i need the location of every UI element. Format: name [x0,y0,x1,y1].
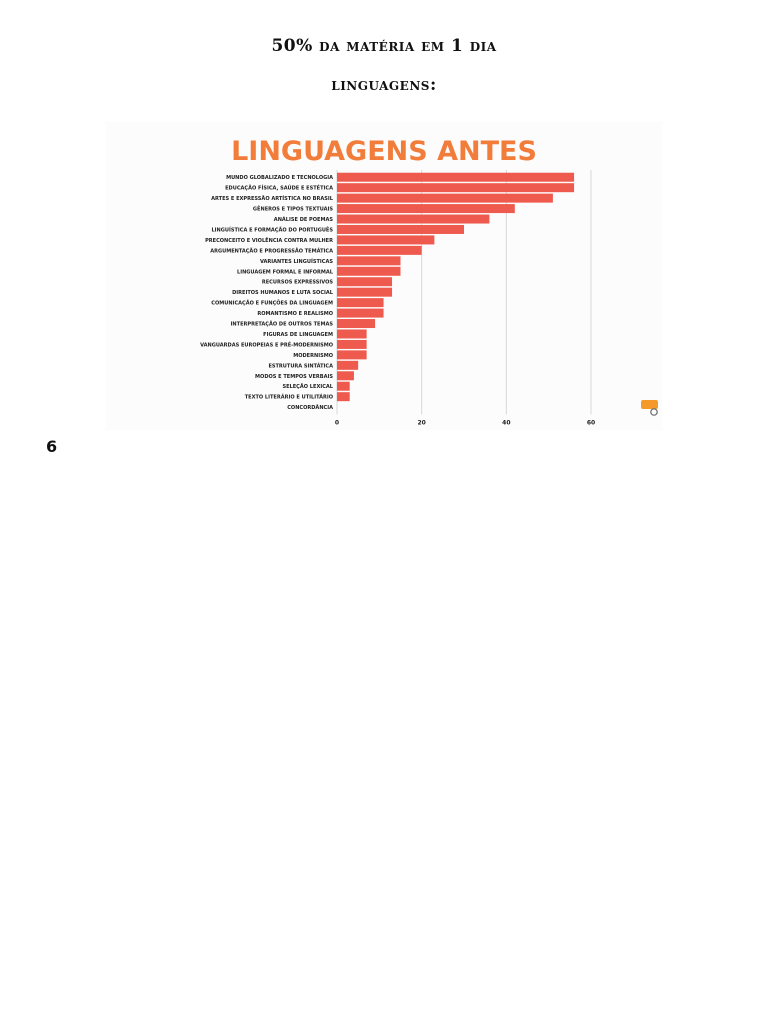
document-title: 50% da matéria em 1 dia [271,36,497,56]
bar [337,173,574,182]
category-label: RECURSOS EXPRESSIVOS [261,279,333,286]
category-label: ESTRUTURA SINTÁTICA [268,363,333,370]
page-number: 6 [46,437,58,456]
category-label: VARIANTES LINGUÍSTICAS [259,258,333,265]
category-label: PRECONCEITO E VIOLÊNCIA CONTRA MULHER [205,237,333,244]
bar [337,329,367,338]
category-label: CONCORDÂNCIA [287,405,333,412]
bar [337,350,367,359]
bar [337,340,367,349]
x-tick-label: 40 [502,419,511,427]
category-label: ARTES E EXPRESSÃO ARTÍSTICA NO BRASIL [211,196,333,203]
bar [337,246,422,255]
category-label: DIREITOS HUMANOS E LUTA SOCIAL [232,290,333,297]
category-label: INTERPRETAÇÃO DE OUTROS TEMAS [230,321,333,328]
bars [337,173,574,401]
category-label: LINGUÍSTICA E FORMAÇÃO DO PORTUGUÊS [211,227,333,234]
category-label: EDUCAÇÃO FÍSICA, SAÚDE E ESTÉTICA [225,185,333,192]
brand-logo-icon [641,400,658,415]
x-tick-label: 0 [334,419,340,427]
category-label: GÊNEROS E TIPOS TEXTUAIS [252,206,333,213]
bar [337,382,350,391]
bar [337,194,553,203]
x-tick-label: 60 [586,419,596,427]
bar [337,277,392,286]
document-subtitle: linguagens: [331,75,437,95]
bar [337,267,401,276]
category-label: ROMANTISMO E REALISMO [257,311,333,318]
chart-figure [106,122,662,430]
category-label: TEXTO LITERÁRIO E UTILITÁRIO [244,394,333,401]
bar [337,392,350,401]
category-label: LINGUAGEM FORMAL E INFORMAL [237,269,333,276]
x-tick-labels [335,419,595,426]
bar [337,204,515,213]
bar [337,183,574,192]
category-label: MUNDO GLOBALIZADO E TECNOLOGIA [226,175,333,182]
category-label: SELEÇÃO LEXICAL [282,384,333,391]
bar [337,235,434,244]
category-label: MODOS E TEMPOS VERBAIS [255,373,333,380]
bar [337,256,401,265]
bar-chart [106,122,662,430]
bar [337,288,392,297]
bar [337,361,358,370]
category-label: VANGUARDAS EUROPEIAS E PRÉ-MODERNISMO [200,342,333,349]
bar [337,215,489,224]
category-label: COMUNICAÇÃO E FUNÇÕES DA LINGUAGEM [211,300,333,307]
category-label: ANÁLISE DE POEMAS [273,217,333,224]
category-labels [200,175,334,411]
category-label: MODERNISMO [293,352,333,359]
bar [337,319,375,328]
category-label: ARGUMENTAÇÃO E PROGRESSÃO TEMÁTICA [210,248,333,255]
bar [337,298,384,307]
bar [337,225,464,234]
bar [337,371,354,380]
x-tick-label: 20 [417,419,426,427]
bar [337,309,384,318]
chart-title: LINGUAGENS ANTES [231,136,537,167]
category-label: FIGURAS DE LINGUAGEM [263,331,333,338]
